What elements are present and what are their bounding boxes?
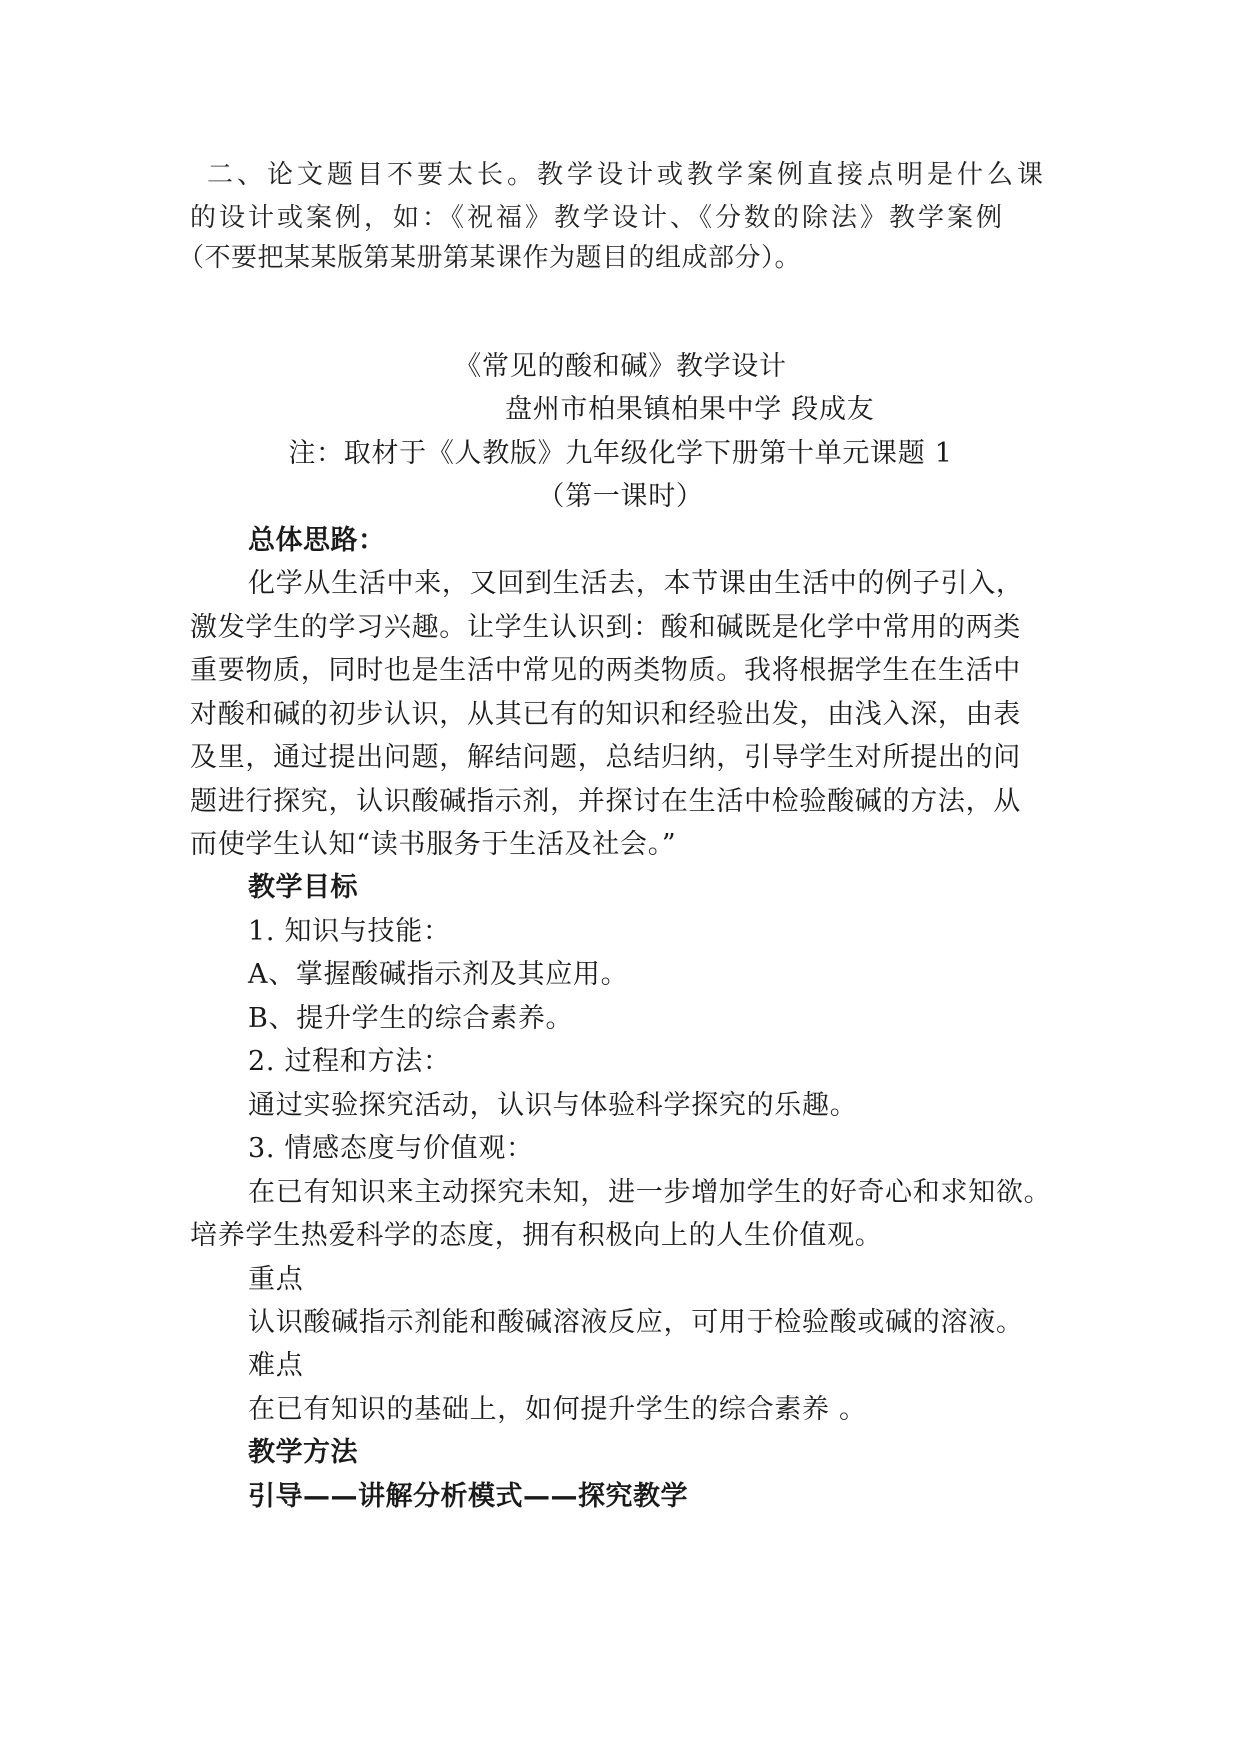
source-note: 注：取材于《人教版》九年级化学下册第十单元课题 1: [288, 437, 953, 469]
key-point-text: 认识酸碱指示剂能和酸碱溶液反应，可用于检验酸或碱的溶液。: [248, 1306, 1024, 1338]
approach-line: 而使学生认知“读书服务于生活及社会。”: [190, 828, 677, 860]
method-heading: 教学方法: [248, 1437, 358, 1469]
design-title: 《常见的酸和碱》教学设计: [454, 351, 787, 382]
notice-line: （不要把某某版第某册第某课作为题目的组成部分）。: [178, 243, 802, 273]
emotion-heading: 3. 情感态度与价值观：: [248, 1133, 534, 1165]
session-label: （第一课时）: [537, 481, 704, 513]
method-text: 引导——讲解分析模式——探究教学: [248, 1480, 688, 1512]
approach-line: 重要物质，同时也是生活中常见的两类物质。我将根据学生在生活中: [190, 655, 1021, 687]
notice-line: 二、论文题目不要太长。教学设计或教学案例直接点明是什么课: [207, 160, 1048, 190]
process-text: 通过实验探究活动，认识与体验科学探究的乐趣。: [248, 1089, 858, 1121]
knowledge-item: B、提升学生的综合素养。: [248, 1002, 574, 1034]
lesson-design: [0, 345, 1241, 1518]
approach-heading: 总体思路：: [248, 524, 386, 556]
author-line: 盘州市柏果镇柏果中学 段成友: [505, 394, 875, 426]
process-heading: 2. 过程和方法：: [248, 1046, 451, 1078]
key-point-heading: 重点: [248, 1263, 304, 1295]
knowledge-heading: 1. 知识与技能：: [248, 915, 451, 947]
approach-line: 题进行探究，认识酸碱指示剂，并探讨在生活中检验酸碱的方法，从: [190, 785, 1021, 817]
approach-line: 激发学生的学习兴趣。让学生认识到：酸和碱既是化学中常用的两类: [190, 611, 1021, 643]
approach-line: 化学从生活中来，又回到生活去，本节课由生活中的例子引入，: [248, 568, 1024, 600]
objectives-heading: 教学目标: [248, 872, 358, 904]
approach-line: 对酸和碱的初步认识，从其已有的知识和经验出发，由浅入深，由表: [190, 698, 1021, 730]
difficulty-heading: 难点: [248, 1350, 304, 1382]
knowledge-item: A、掌握酸碱指示剂及其应用。: [248, 959, 629, 991]
difficulty-text: 在已有知识的基础上，如何提升学生的综合素养 。: [248, 1393, 867, 1425]
notice-line: 的设计或案例，如：《祝福》教学设计、《分数的除法》教学案例: [190, 203, 1006, 233]
emotion-line: 在已有知识来主动探究未知，进一步增加学生的好奇心和求知欲。: [248, 1176, 1052, 1208]
emotion-line: 培养学生热爱科学的态度，拥有积极向上的人生价值观。: [190, 1220, 883, 1252]
approach-line: 及里，通过提出问题，解结问题，总结归纳，引导学生对所提出的问: [190, 742, 1021, 774]
